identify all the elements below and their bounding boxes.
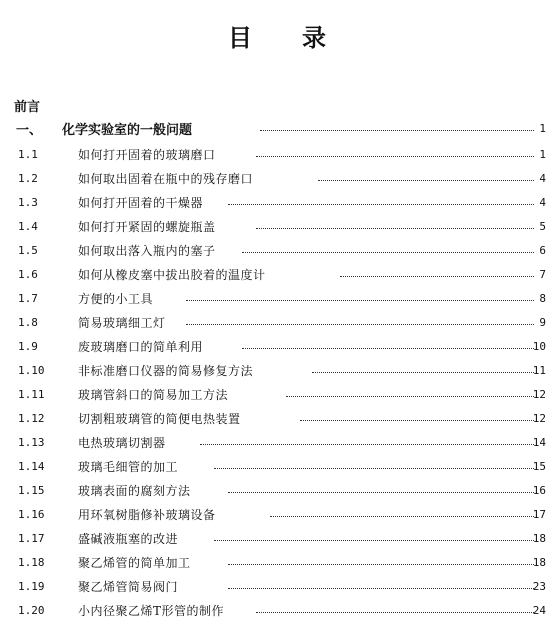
section-number: 1.7 xyxy=(18,291,38,305)
chapter-number: 一、 xyxy=(16,122,43,138)
page-number: 17 xyxy=(532,507,546,521)
section-title: 玻璃毛细管的加工 xyxy=(78,459,179,474)
section-number: 1.2 xyxy=(18,171,38,185)
section-number: 1.9 xyxy=(18,339,38,353)
dot-leader xyxy=(228,204,534,205)
section-title: 方便的小工具 xyxy=(78,291,154,306)
dot-leader xyxy=(256,612,534,613)
toc-entry-1-16[interactable] xyxy=(0,504,556,524)
page-number: 1 xyxy=(539,121,546,135)
toc-entry-1-8[interactable] xyxy=(0,312,556,332)
toc-entry-1-17[interactable] xyxy=(0,528,556,548)
section-number: 1.17 xyxy=(18,531,45,545)
dot-leader xyxy=(186,300,534,301)
dot-leader xyxy=(186,324,534,325)
section-number: 1.20 xyxy=(18,603,45,617)
toc-entry-1-20[interactable] xyxy=(0,600,556,620)
toc-entry-1-7[interactable] xyxy=(0,288,556,308)
section-title: 如何打开固着的玻璃磨口 xyxy=(78,147,216,162)
section-title: 玻璃表面的腐刻方法 xyxy=(78,483,191,498)
toc-entry-1-14[interactable] xyxy=(0,456,556,476)
section-title: 如何打开固着的干燥器 xyxy=(78,195,204,210)
page-number: 9 xyxy=(539,315,546,329)
dot-leader xyxy=(200,444,534,445)
dot-leader xyxy=(318,180,534,181)
section-title: 如何打开紧固的螺旋瓶盖 xyxy=(78,219,216,234)
toc-entry-1-9[interactable] xyxy=(0,336,556,356)
toc-entry-1-6[interactable] xyxy=(0,264,556,284)
chapter-title: 化学实验室的一般问题 xyxy=(62,122,193,138)
toc-entry-1-12[interactable] xyxy=(0,408,556,428)
page-number: 23 xyxy=(532,579,546,593)
page-number: 8 xyxy=(539,291,546,305)
section-title: 小内径聚乙烯T形管的制作 xyxy=(78,603,225,618)
page-number: 11 xyxy=(532,363,546,377)
toc-entry-1-18[interactable] xyxy=(0,552,556,572)
section-number: 1.15 xyxy=(18,483,45,497)
dot-leader xyxy=(300,420,534,421)
page-number: 4 xyxy=(539,195,546,209)
dot-leader xyxy=(340,276,534,277)
page-number: 18 xyxy=(532,555,546,569)
section-number: 1.8 xyxy=(18,315,38,329)
toc-entry-1-13[interactable] xyxy=(0,432,556,452)
toc-entry-1-10[interactable] xyxy=(0,360,556,380)
toc-entry-1-15[interactable] xyxy=(0,480,556,500)
section-title: 如何取出落入瓶内的塞子 xyxy=(78,243,216,258)
toc-entry-1-2[interactable] xyxy=(0,168,556,188)
section-title: 盛碱液瓶塞的改进 xyxy=(78,531,179,546)
section-number: 1.18 xyxy=(18,555,45,569)
page-number: 16 xyxy=(532,483,546,497)
section-title: 简易玻璃细工灯 xyxy=(78,315,166,330)
dot-leader xyxy=(242,348,534,349)
section-title: 玻璃管斜口的简易加工方法 xyxy=(78,387,229,402)
dot-leader xyxy=(256,156,534,157)
toc-entry-1-4[interactable] xyxy=(0,216,556,236)
page-number: 15 xyxy=(532,459,546,473)
dot-leader xyxy=(286,396,534,397)
section-number: 1.10 xyxy=(18,363,45,377)
section-number: 1.4 xyxy=(18,219,38,233)
dot-leader xyxy=(242,252,534,253)
section-title: 聚乙烯管简易阀门 xyxy=(78,579,179,594)
section-number: 1.1 xyxy=(18,147,38,161)
section-title: 非标准磨口仪器的简易修复方法 xyxy=(78,363,254,378)
section-number: 1.13 xyxy=(18,435,45,449)
title-char-1: 目 xyxy=(228,23,254,52)
dot-leader xyxy=(260,130,534,131)
toc-chapter-1[interactable] xyxy=(0,118,556,138)
section-title: 废玻璃磨口的简单利用 xyxy=(78,339,204,354)
dot-leader xyxy=(214,468,534,469)
page-number: 6 xyxy=(539,243,546,257)
toc-entry-1-19[interactable] xyxy=(0,576,556,596)
toc-entry-1-11[interactable] xyxy=(0,384,556,404)
section-number: 1.11 xyxy=(18,387,45,401)
dot-leader xyxy=(228,588,534,589)
dot-leader xyxy=(270,516,534,517)
title-char-2: 录 xyxy=(302,23,328,52)
page-number: 4 xyxy=(539,171,546,185)
section-title: 聚乙烯管的简单加工 xyxy=(78,555,191,570)
dot-leader xyxy=(228,492,534,493)
section-number: 1.3 xyxy=(18,195,38,209)
page-number: 18 xyxy=(532,531,546,545)
page-number: 12 xyxy=(532,387,546,401)
section-number: 1.19 xyxy=(18,579,45,593)
section-number: 1.14 xyxy=(18,459,45,473)
section-number: 1.5 xyxy=(18,243,38,257)
toc-entry-1-1[interactable] xyxy=(0,144,556,164)
section-title: 切割粗玻璃管的简便电热装置 xyxy=(78,411,241,426)
preface-heading: 前言 xyxy=(14,100,41,115)
dot-leader xyxy=(312,372,534,373)
page-number: 10 xyxy=(532,339,546,353)
section-title: 用环氧树脂修补玻璃设备 xyxy=(78,507,216,522)
dot-leader xyxy=(256,228,534,229)
page-title xyxy=(0,18,556,53)
page-number: 14 xyxy=(532,435,546,449)
page-number: 5 xyxy=(539,219,546,233)
page-number: 24 xyxy=(532,603,546,617)
dot-leader xyxy=(228,564,534,565)
page-number: 12 xyxy=(532,411,546,425)
section-title: 如何取出固着在瓶中的残存磨口 xyxy=(78,171,254,186)
section-title: 电热玻璃切割器 xyxy=(78,435,166,450)
section-number: 1.12 xyxy=(18,411,45,425)
section-number: 1.6 xyxy=(18,267,38,281)
section-title: 如何从橡皮塞中拔出胶着的温度计 xyxy=(78,267,266,282)
section-number: 1.16 xyxy=(18,507,45,521)
page-number: 1 xyxy=(539,147,546,161)
toc-entry-1-3[interactable] xyxy=(0,192,556,212)
dot-leader xyxy=(214,540,534,541)
page-number: 7 xyxy=(539,267,546,281)
toc-entry-1-5[interactable] xyxy=(0,240,556,260)
